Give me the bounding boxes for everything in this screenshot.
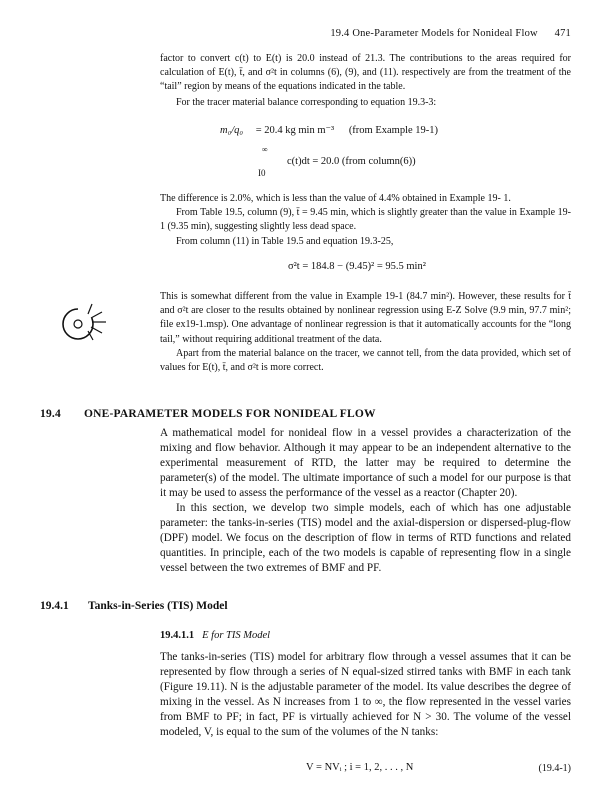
section-number: 19.4	[40, 408, 61, 420]
equation-rhs: = 20.4 kg min m⁻³	[255, 125, 335, 136]
cd-rom-icon	[58, 300, 112, 344]
section-heading	[40, 408, 376, 420]
paragraph-regression	[160, 290, 571, 375]
paragraph-text: factor to convert c(t) to E(t) is 20.0 instead of 21.3. The contributions to the areas required for calculation of E(t), t̄, and σ²t in columns (6), (9), and (11). respectively are from the treatment of the “tail” region by means of the equations indicated in the table.	[160, 53, 571, 93]
paragraph-text: For the tracer material balance corresponding to equation 19.3-3:	[176, 97, 437, 108]
section-title: ONE-PARAMETER MODELS FOR NONIDEAL FLOW	[84, 408, 376, 420]
paragraph-text: In this section, we develop two simple models, each of which has one adjustable parameter: the tanks-in-series (TIS) model and the axial-dispersion or dispersed-plug-flow (DPF) model. We focus on the description of flow in terms of RTD functions and related quantities. In principle, each of the two models is capable of representing flow in a single vessel between the two extremes of BMF and PF.	[160, 502, 571, 574]
subsection-number: 19.4.1	[40, 600, 69, 612]
paragraph-text: From Table 19.5, column (9), t̄ = 9.45 min, which is slightly greater than the value in Example 19-1 (9.35 min), suggesting slightly less dead space.	[160, 207, 571, 233]
page-number: 471	[554, 28, 571, 39]
equation-volume: V = NVᵢ ; i = 1, 2, . . . , N	[306, 762, 414, 773]
paragraph-tis-model	[160, 650, 571, 740]
paragraph-area-factor	[160, 52, 571, 95]
subsubsection-title: E for TIS Model	[202, 630, 271, 641]
integral-upper-limit: ∞	[262, 145, 268, 154]
subsection-title: Tanks-in-Series (TIS) Model	[88, 600, 228, 612]
subsubsection-number: 19.4.1.1	[160, 630, 195, 641]
integral-lower-limit: I0	[258, 168, 266, 178]
equation-note: (from Example 19-1)	[348, 125, 439, 136]
paragraph-text: The difference is 2.0%, which is less than the value of 4.4% obtained in Example 19- 1.	[160, 193, 511, 204]
paragraph-text: A mathematical model for nonideal flow in a vessel provides a characterization of the mixing and flow behavior. Although it may appear to be an independent alternative to the experimental measurement of RTD, the latter may be required to determine the parameter(s) of the model. The ultimate importance of such a model for our purpose is that it may be used to assess the performance of the vessel as a reactor (Chapter 20).	[160, 427, 571, 499]
paragraph-text: The tanks-in-series (TIS) model for arbitrary flow through a vessel assumes that it can be represented by flow through a series of N equal-sized stirred tanks with BMF in each tank (Figure 19.11). N is the adjustable parameter of the model. Its value describes the degree of mixing in the vessel. As N increases from 1 to ∞, the flow represented in the vessel varies from BMF to PF; in fact, PF is virtually achieved for N > 30. The volume of the vessel modeled, V, is equal to the sum of the volumes of the N tanks:	[160, 651, 571, 738]
paragraph-text: From column (11) in Table 19.5 and equation 19.3-25,	[176, 235, 394, 247]
subsection-heading	[40, 600, 228, 612]
paragraph-text: Apart from the material balance on the tracer, we cannot tell, from the data provided, which set of values for E(t), t̄, and σ²t is more correct.	[160, 347, 571, 374]
paragraph-model-intro	[160, 426, 571, 576]
equation-number: (19.4-1)	[538, 763, 571, 774]
equation-variance: σ²t = 184.8 − (9.45)² = 95.5 min²	[288, 261, 426, 272]
equation-m0-q0	[220, 124, 438, 136]
equation-integral: c(t)dt = 20.0 (from column(6))	[287, 156, 416, 167]
paragraph-text: This is somewhat different from the value in Example 19-1 (84.7 min²). However, these results for t̄ and σ²t are closer to the results obtained by nonlinear regression using E-Z Solve (9.9 min, 97.7 min²; file ex19-1.msp). One advantage of nonlinear regression is that it automatically accounts for the “long tail,” without requiring additional treatment of the data.	[160, 291, 571, 345]
subsubsection-heading	[160, 630, 270, 641]
equation-lhs: m₀/q₀	[220, 125, 244, 136]
paragraph-tracer-balance	[160, 96, 571, 110]
running-header-title: 19.4 One-Parameter Models for Nonideal Flow	[330, 28, 538, 39]
paragraph-difference	[160, 192, 571, 249]
running-header	[330, 28, 571, 39]
